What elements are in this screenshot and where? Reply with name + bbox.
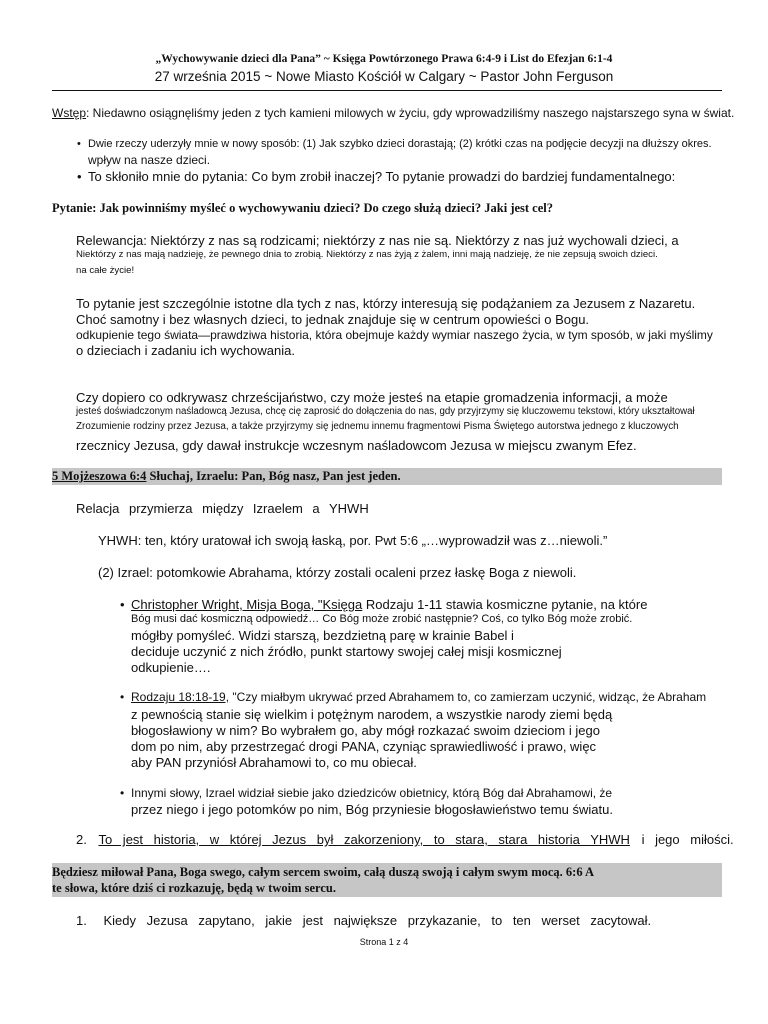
heirs-line-1 [131, 786, 612, 800]
heirs-line-2: przez niego i jego potomków po nim, Bóg przyniesie błogosławieństwo temu światu. [131, 802, 613, 817]
intro-bullet-2-text: To skłoniło mnie do pytania: Co bym zrobił inaczej? To pytanie prowadzi do bardziej fundamentalnego: [88, 169, 676, 184]
scripture-band-2-line-1: Będziesz miłował Pana, Boga swego, całym sercem swoim, całą duszą swoją i całym swym mocą. 6:6 A [52, 865, 595, 879]
wright-quote-line-4: deciduje uczynić z nich źródło, punkt startowy swojej całej misji kosmicznej [131, 644, 562, 659]
genesis-quote-line-1 [131, 690, 706, 704]
page-number: Strona 1 z 4 [359, 937, 409, 947]
relevance-line-1: Relewancja: Niektórzy z nas są rodzicami; niektórzy z nas nie są. Niektórzy z nas już wychowali dzieci, a [76, 233, 679, 248]
invitation-line-3: Zrozumienie rodziny przez Jezusa, a także przyjrzymy się jednemu innemu fragmentowi Pisma Świętego autorstwa jednego z kluczowych [76, 421, 679, 432]
document-title: „Wychowywanie dzieci dla Pana” ~ Księga Powtórzonego Prawa 6:4-9 i List do Efezjan 6:1-4 [155, 53, 613, 65]
header-rule [52, 90, 722, 91]
wright-quote-line-1 [131, 597, 647, 612]
invitation-line-4: rzecznicy Jezusa, gdy dawał instrukcje wczesnym naśladowcom Jezusa w miejscu zwanym Efez. [76, 438, 637, 453]
intro-bullet-2 [88, 169, 675, 184]
genesis-citation: Rodzaju 18:18-19, [131, 690, 230, 704]
covenant-title: Relacja przymierza między Izraelem a YHWH [76, 501, 369, 516]
question-heading: Pytanie: Jak powinniśmy myśleć o wychowywaniu dzieci? Do czego służą dzieci? Jaki jest cel? [52, 201, 553, 215]
scripture-band-2-line-2: te słowa, które dziś ci rozkazuję, będą w twoim sercu. [52, 881, 336, 895]
covenant-yhwh: YHWH: ten, który uratował ich swoją łaską, por. Pwt 5:6 „…wyprowadził was z…niewoli.” [98, 533, 608, 548]
wright-line-1-text: Rodzaju 1-11 stawia kosmiczne pytanie, na które [362, 597, 648, 612]
wright-quote-line-3: mógłby pomyśleć. Widzi starszą, bezdzietną parę w krainie Babel i [131, 628, 514, 643]
importance-line-4: o dzieciach i zadaniu ich wychowania. [76, 343, 295, 358]
point-2-rest: i jego miłości. [641, 832, 734, 847]
point-2-text: To jest historia, w której Jezus był zakorzeniony, to stara, stara historia YHWH [98, 832, 630, 847]
genesis-line-1-text: "Czy miałbym ukrywać przed Abrahamem to, co zamierzam uczynić, widząc, że Abraham [229, 690, 707, 704]
covenant-israel: (2) Izrael: potomkowie Abrahama, którzy zostali ocaleni przez łaskę Boga z niewoli. [98, 565, 577, 580]
invitation-line-2: jesteś doświadczonym naśladowcą Jezusa, chcę cię zaprosić do dołączenia do nas, gdy przyjrzymy się kluczowemu tekstowi, który ukształtował [76, 406, 695, 417]
scripture-band-1 [52, 468, 722, 485]
point-1 [76, 913, 651, 928]
point-2 [76, 832, 734, 847]
wright-quote-line-2: Bóg musi dać kosmiczną odpowiedź… Co Bóg może zrobić następnie? Coś, co tylko Bóg może zrobić. [131, 613, 633, 625]
genesis-quote-line-4: dom po nim, aby przestrzegać drogi PANA, czyniąc sprawiedliwość i prawo, więc [131, 739, 597, 754]
point-1-number: 1. [76, 913, 87, 928]
wright-quote-line-5: odkupienie…. [131, 660, 211, 675]
importance-line-1: To pytanie jest szczególnie istotne dla tych z nas, którzy interesują się podążaniem za Jezusem z Nazaretu. [76, 296, 696, 311]
importance-line-3: odkupienie tego świata—prawdziwa historia, która obejmuje każdy wymiar naszego życia, w tym sposób, w jaki myślimy [76, 328, 713, 342]
importance-line-2: Choć samotny i bez własnych dzieci, to jednak znajduje się w centrum opowieści o Bogu. [76, 312, 590, 327]
invitation-line-1: Czy dopiero co odkrywasz chrześcijaństwo, czy może jesteś na etapie gromadzenia informacji, a może [76, 390, 668, 405]
intro-paragraph [52, 106, 734, 120]
point-2-number: 2. [76, 832, 87, 847]
scripture-band-2 [52, 863, 722, 897]
scripture-band-1-text: Słuchaj, Izraelu: Pan, Bóg nasz, Pan jest jeden. [146, 469, 401, 483]
genesis-quote-line-5: aby PAN przyniósł Abrahamowi to, co mu obiecał. [131, 755, 417, 770]
wright-citation: Christopher Wright, Misja Boga, "Księga [131, 597, 363, 612]
point-1-text: Kiedy Jezusa zapytano, jakie jest największe przykazanie, to ten werset zacytował. [103, 913, 652, 928]
relevance-line-3: na całe życie! [76, 265, 135, 276]
intro-bullet-1-cont: wpływ na nasze dzieci. [88, 153, 211, 167]
intro-bullet-1-text: Dwie rzeczy uderzyły mnie w nowy sposób: (1) Jak szybko dzieci dorastają; (2) krótki czas na podjęcie decyzji na dłuższy okres. [88, 138, 712, 150]
scripture-ref-deut-6-4: 5 Mojżeszowa 6:4 [52, 469, 147, 483]
intro-text: : Niedawno osiągnęliśmy jeden z tych kamieni milowych w życiu, gdy wprowadziliśmy naszego najstarszego syna w świat. [86, 106, 735, 120]
relevance-line-2: Niektórzy z nas mają nadzieję, że pewnego dnia to zrobią. Niektórzy z nas żyją z żalem, inni mają nadzieję, że nie zepsują swoich dzieci. [76, 249, 658, 260]
genesis-quote-line-2: z pewnością stanie się wielkim i potężnym narodem, a wszystkie narody ziemi będą [131, 707, 613, 722]
genesis-quote-line-3: błogosławiony w nim? Bo wybrałem go, aby mógł rozkazać swoim dzieciom i jego [131, 723, 600, 738]
document-subtitle: 27 września 2015 ~ Nowe Miasto Kościół w Calgary ~ Pastor John Ferguson [154, 69, 614, 84]
intro-label: Wstęp [52, 106, 87, 120]
intro-bullet-1 [88, 138, 712, 150]
heirs-line-1-text: Innymi słowy, Izrael widział siebie jako dziedziców obietnicy, którą Bóg dał Abrahamowi, że [131, 786, 613, 800]
